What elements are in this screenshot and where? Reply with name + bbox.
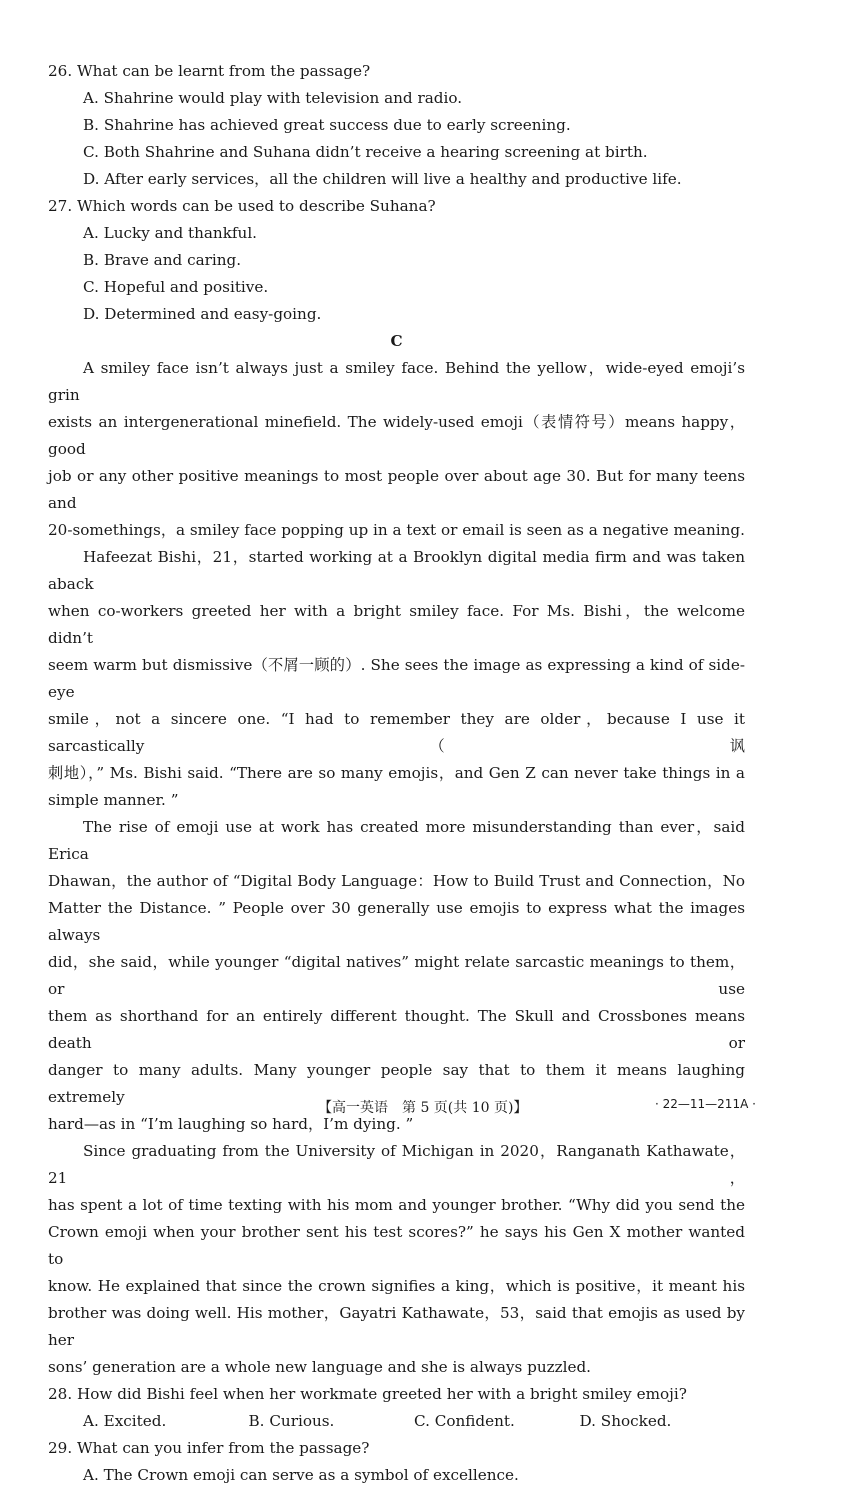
passage-line: Since graduating from the University of Michigan in 2020，Ranganath Kathawate，21， <box>48 1142 745 1187</box>
passage-line: has spent a lot of time texting with his mom and younger brother. “Why did you send the <box>48 1196 745 1214</box>
question-26-option-c: C. Both Shahrine and Suhana didn’t receive a hearing screening at birth. <box>83 143 648 161</box>
passage-line: 20-somethings，a smiley face popping up in a text or email is seen as a negative meaning. <box>48 521 745 539</box>
question-28-option-a: A. Excited. <box>83 1412 167 1430</box>
passage-line: Dhawan，the author of “Digital Body Language：How to Build Trust and Connection，No <box>48 872 745 890</box>
passage-line: A smiley face isn’t always just a smiley face. Behind the yellow，wide-eyed emoji’s grin <box>48 359 745 404</box>
question-26-stem: 26. What can be learnt from the passage? <box>48 62 371 80</box>
passage-line: exists an intergenerational minefield. The widely-used emoji（表情符号）means happy，good <box>48 413 745 458</box>
passage-line: 刺地），” Ms. Bishi said. “There are so many emojis，and Gen Z can never take things in a <box>48 764 745 782</box>
passage-line: them as shorthand for an entirely different thought. The Skull and Crossbones means death or <box>48 1007 745 1052</box>
question-28-option-c: C. Confident. <box>414 1412 515 1430</box>
question-27-option-c: C. Hopeful and positive. <box>83 278 269 296</box>
question-27-option-d: D. Determined and easy-going. <box>83 305 322 323</box>
question-26-option-d: D. After early services，all the children will live a healthy and productive life. <box>83 170 682 188</box>
question-26-option-b: B. Shahrine has achieved great success due to early screening. <box>83 116 571 134</box>
passage-line: when co-workers greeted her with a bright smiley face. For Ms. Bishi，the welcome didn’t <box>48 602 745 647</box>
passage-line: The rise of emoji use at work has created more misunderstanding than ever，said Erica <box>48 818 745 863</box>
question-27-option-b: B. Brave and caring. <box>83 251 242 269</box>
passage-line: brother was doing well. His mother，Gayatri Kathawate，53，said that emojis as used by her <box>48 1304 745 1349</box>
footer-page-info: 【高一英语 第 5 页(共 10 页)】 <box>318 1100 528 1116</box>
exam-page <box>48 58 745 1489</box>
passage-line: did，she said，while younger “digital natives” might relate sarcastic meanings to them，or use <box>48 953 745 998</box>
question-27-stem: 27. Which words can be used to describe Suhana? <box>48 197 436 215</box>
passage-line: seem warm but dismissive（不屑一顾的）. She sees the image as expressing a kind of side-eye <box>48 656 745 701</box>
passage-line: job or any other positive meanings to most people over about age 30. But for many teens and <box>48 467 745 512</box>
passage-line: sons’ generation are a whole new language and she is always puzzled. <box>48 1358 591 1376</box>
question-29-stem: 29. What can you infer from the passage? <box>48 1439 370 1457</box>
question-26-option-a: A. Shahrine would play with television and radio. <box>83 89 463 107</box>
passage-line: Crown emoji when your brother sent his test scores?” he says his Gen X mother wanted to <box>48 1223 745 1268</box>
passage-line: hard—as in “I’m laughing so hard，I’m dying. ” <box>48 1115 414 1133</box>
passage-line: Hafeezat Bishi，21，started working at a Brooklyn digital media firm and was taken aback <box>48 548 745 593</box>
footer-code: · 22—11—211A · <box>655 1097 756 1111</box>
passage-line: smile，not a sincere one. “I had to remember they are older，because I use it sarcastically（讽 <box>48 710 745 755</box>
question-28-option-b: B. Curious. <box>248 1412 335 1430</box>
question-28-option-d: D. Shocked. <box>579 1412 672 1430</box>
passage-line: know. He explained that since the crown signifies a king，which is positive，it meant his <box>48 1277 745 1295</box>
passage-line: simple manner. ” <box>48 791 179 809</box>
passage-line: danger to many adults. Many younger people say that to them it means laughing extremely <box>48 1061 745 1106</box>
question-27-option-a: A. Lucky and thankful. <box>83 224 258 242</box>
page-footer <box>0 1097 860 1121</box>
section-c-label: C <box>390 332 403 350</box>
question-28-options <box>48 1408 745 1435</box>
passage-line: Matter the Distance. ” People over 30 generally use emojis to express what the images always <box>48 899 745 944</box>
question-29-option-a: A. The Crown emoji can serve as a symbol of excellence. <box>83 1466 519 1484</box>
question-28-stem: 28. How did Bishi feel when her workmate greeted her with a bright smiley emoji? <box>48 1385 687 1403</box>
passage-c <box>48 355 745 1381</box>
